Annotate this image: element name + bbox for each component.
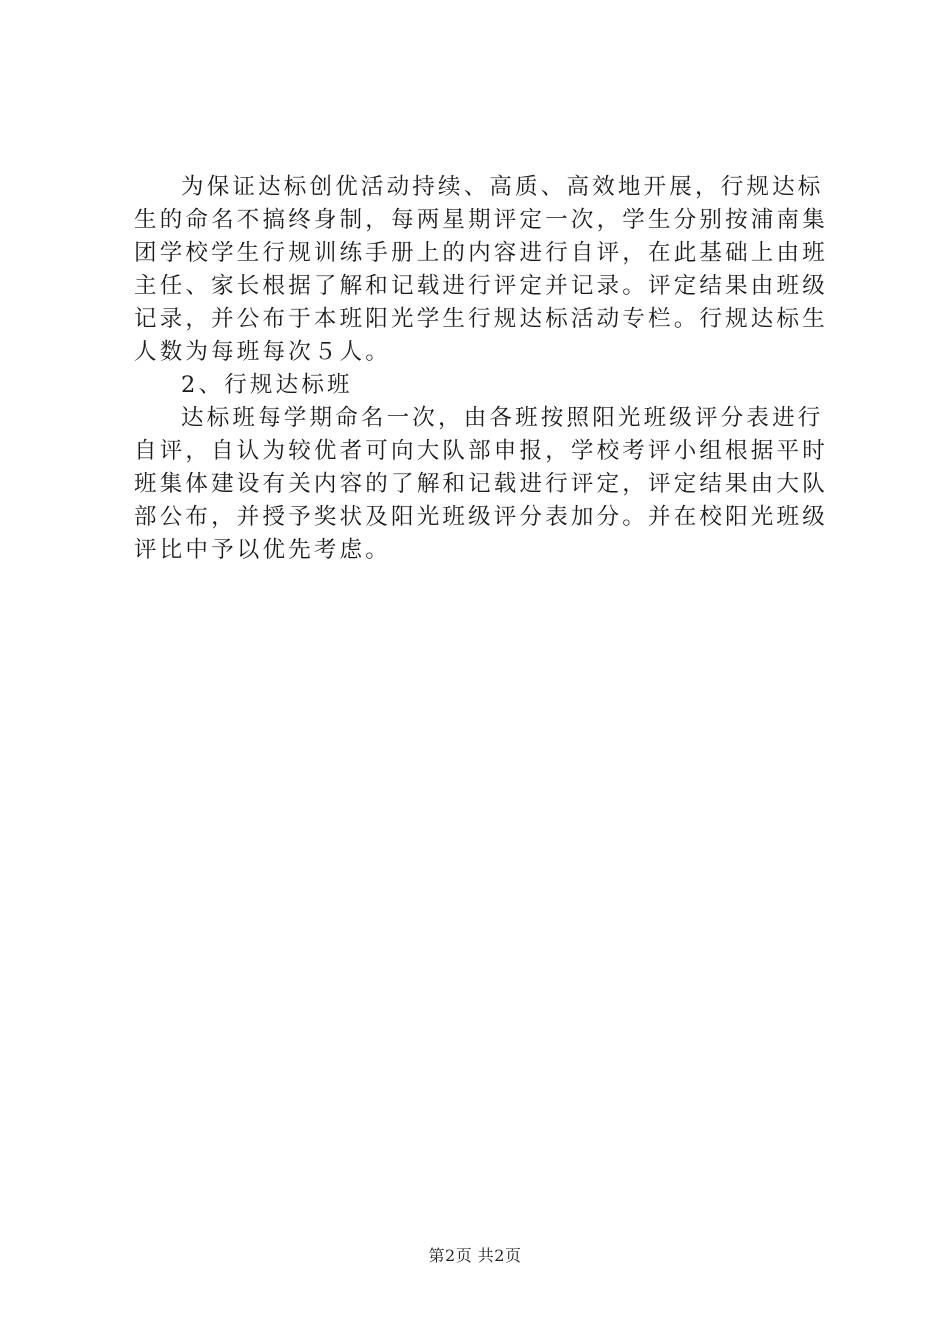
paragraph-line: 记录，并公布于本班阳光学生行规达标活动专栏。行规达标生 bbox=[134, 306, 828, 332]
paragraph-line: 生的命名不搞终身制，每两星期评定一次，学生分别按浦南集 bbox=[134, 207, 828, 233]
page-footer: 第2页 共2页 bbox=[428, 1246, 522, 1265]
paragraph-line: 团学校学生行规训练手册上的内容进行自评，在此基础上由班 bbox=[134, 240, 828, 266]
paragraph-line: 人数为每班每次５人。 bbox=[134, 339, 392, 365]
paragraph-line: 达标班每学期命名一次，由各班按照阳光班级评分表进行 bbox=[181, 405, 824, 431]
paragraph-line: 为保证达标创优活动持续、高质、高效地开展，行规达标 bbox=[181, 174, 824, 200]
document-body bbox=[134, 171, 830, 567]
paragraph-1 bbox=[134, 171, 830, 369]
paragraph-line: 班集体建设有关内容的了解和记载进行评定，评定结果由大队 bbox=[134, 471, 828, 497]
paragraph-line: 评比中予以优先考虑。 bbox=[134, 537, 392, 563]
paragraph-line: 自评，自认为较优者可向大队部申报，学校考评小组根据平时 bbox=[134, 438, 828, 464]
paragraph-line: 主任、家长根据了解和记载进行评定并记录。评定结果由班级 bbox=[134, 273, 828, 299]
paragraph-line: 部公布，并授予奖状及阳光班级评分表加分。并在校阳光班级 bbox=[134, 504, 828, 530]
section-heading: 2、行规达标班 bbox=[181, 372, 353, 398]
paragraph-2 bbox=[134, 402, 830, 567]
